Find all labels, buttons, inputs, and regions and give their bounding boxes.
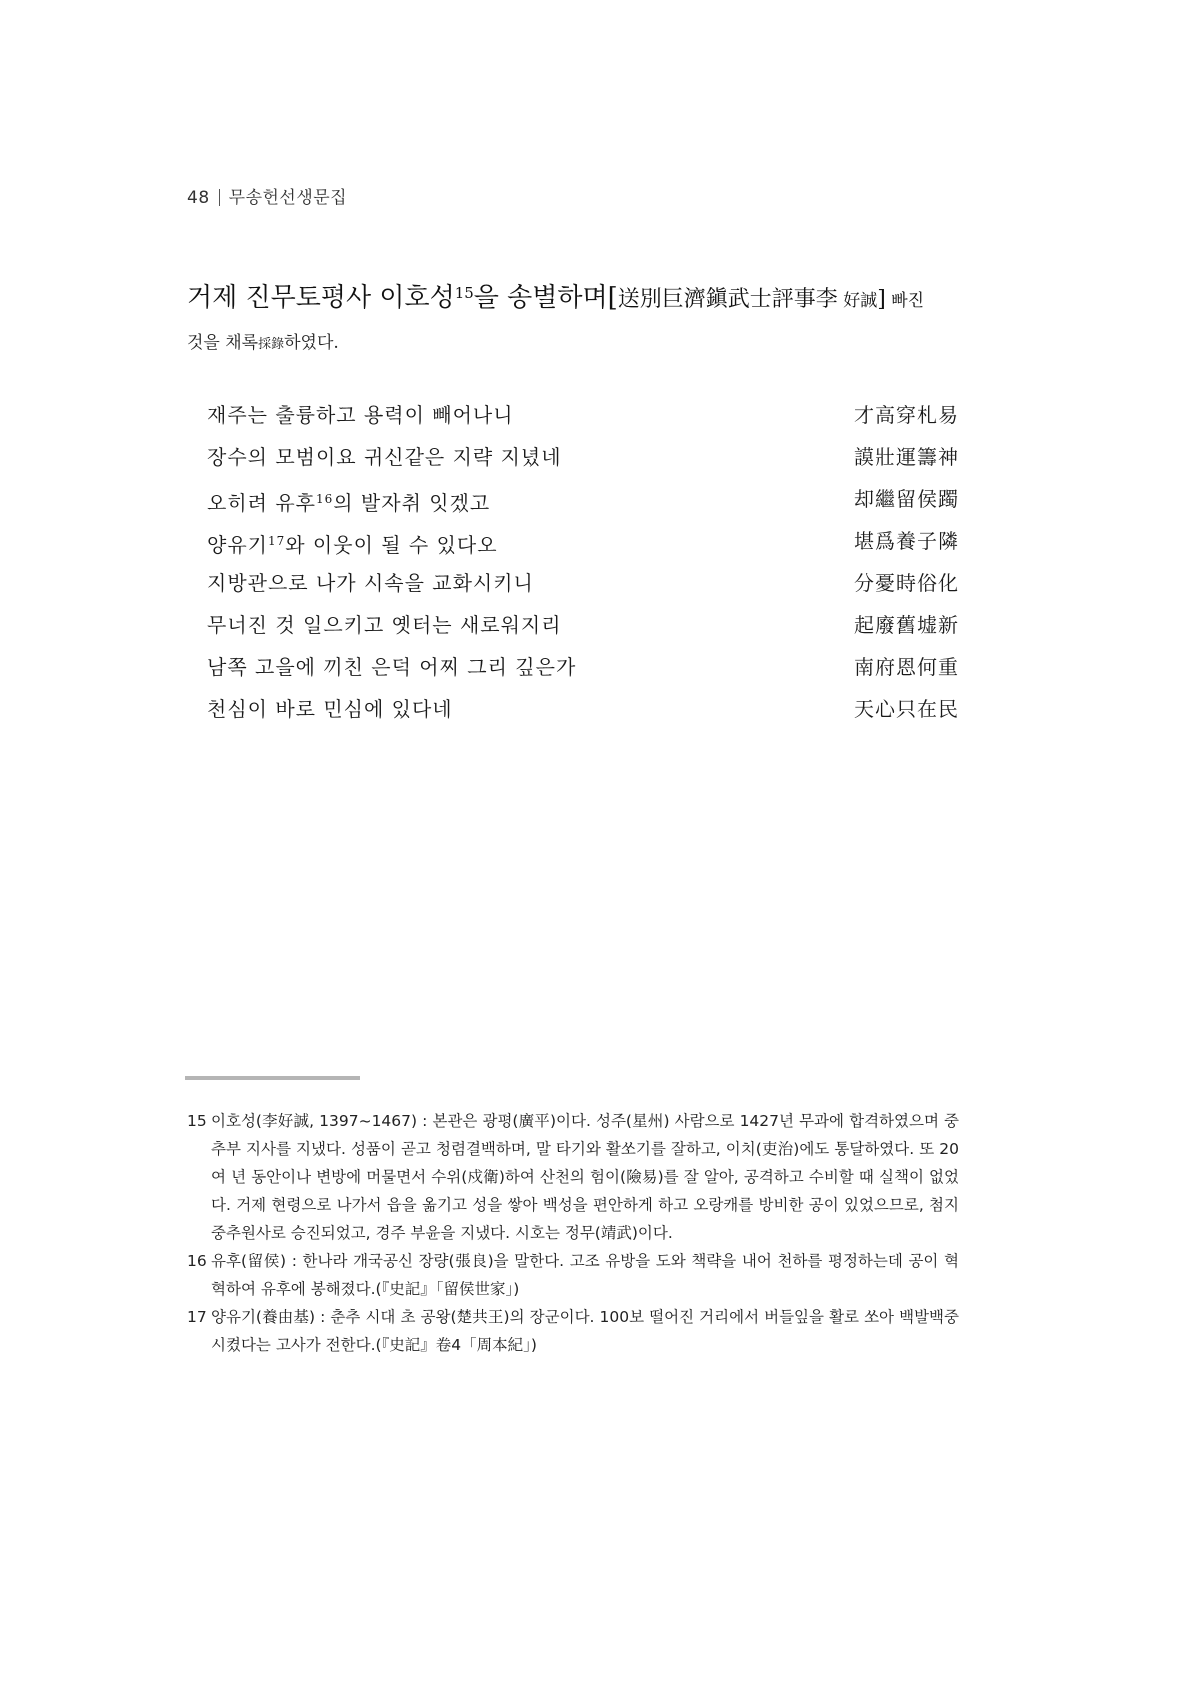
poem-line-text: 지방관으로 나가 시속을 교화시키니 [207,571,534,595]
running-head [187,183,347,208]
footnote-number: 15 [187,1112,207,1130]
poem-line [207,526,959,568]
poem-line-text: 무너진 것 일으키고 옛터는 새로워지리 [207,613,562,637]
poem-line-korean [207,526,498,560]
title-hanja: 送別巨濟鎭武士評事李 [617,287,838,312]
title-main: 거제 진무토평사 이호성 [187,283,455,313]
footnote-number: 17 [187,1308,207,1326]
poem-line [207,568,959,610]
title-line2-suffix: 하였다. [284,333,339,353]
poem-line-korean [207,400,514,430]
poem-line-hanja: 才高穿札易 [854,403,959,427]
poem-line-hanja: 天心只在民 [854,697,959,721]
poem-line-text: 천심이 바로 민심에 있다네 [207,697,453,721]
footnote-ref-15[interactable]: 15 [454,284,474,302]
title-close-bracket: ] [877,287,886,312]
poem-line-text-cont: 의 발자취 잇겠고 [333,491,491,515]
poem-line-text: 재주는 출륭하고 용력이 빼어나니 [207,403,514,427]
poem-body [207,400,959,736]
page-number: 48 [187,188,210,208]
book-title: 무송헌선생문집 [228,188,348,208]
footnote-15 [187,1107,959,1247]
footnote-number: 16 [187,1252,207,1270]
poem-line [207,652,959,694]
header-divider [219,189,220,206]
poem-line-hanja: 南府恩何重 [854,655,959,679]
poem-line [207,442,959,484]
title-continuation [187,328,339,353]
title-line2-hanja: 採錄 [258,337,285,352]
poem-line-text-cont: 와 이웃이 될 수 있다오 [285,533,498,557]
footnote-text: 양유기(養由基) : 춘추 시대 초 공왕(楚共王)의 장군이다. 100보 떨어진 거리에서 버들잎을 활로 쏘아 백발백중시켰다는 고사가 전한다.(『史記』卷4「周本紀」) [211,1308,959,1354]
poem-line [207,610,959,652]
poem-line-text: 장수의 모범이요 귀신같은 지략 지녔네 [207,445,562,469]
footnote-ref-16[interactable]: 16 [315,492,334,506]
poem-line-korean [207,568,534,598]
footnote-text: 이호성(李好誠, 1397~1467) : 본관은 광평(廣平)이다. 성주(星州) 사람으로 1427년 무과에 합격하였으며 중추부 지사를 지냈다. 성품이 곧고 청렴결백하며, 말 타기와 활쏘기를 잘하고, 이치(吏治)에도 통달하였다. 또 20여 년 동안이나 변방에 머물면서 수위(戍衛)하여 산천의 험이(險易)를 잘 알아, 공격하고 수비할 때 실책이 없었다. 거제 현령으로 나가서 읍을 옮기고 성을 쌓아 백성을 편안하게 하고 오랑캐를 방비한 공이 있었으므로, 첨지중추원사로 승진되었고, 경주 부윤을 지냈다. 시호는 정무(靖武)이다. [211,1112,959,1242]
title-line2-prefix: 것을 채록 [187,333,259,353]
poem-line-korean [207,694,453,724]
footnote-text: 유후(留侯) : 한나라 개국공신 장량(張良)을 말한다. 고조 유방을 도와 책략을 내어 천하를 평정하는데 공이 혁혁하여 유후에 봉해졌다.(『史記』「留侯世家」) [211,1252,959,1298]
poem-line-korean [207,484,490,518]
title-name-hanja: 好誠 [837,291,878,311]
poem-line-hanja: 起廢舊墟新 [854,613,959,637]
poem-line-hanja: 謨壯運籌神 [854,445,959,469]
poem-line-hanja: 却繼留侯躅 [854,487,959,511]
poem-line [207,400,959,442]
footnote-divider [185,1076,360,1080]
poem-line-text: 오히려 유후 [207,491,316,515]
title-tail: 빠진 [885,291,925,311]
poem-line [207,484,959,526]
poem-line-korean [207,442,562,472]
poem-line-hanja: 分憂時俗化 [854,571,959,595]
poem-line-korean [207,610,562,640]
footnote-ref-17[interactable]: 17 [267,534,286,548]
footnote-17 [187,1303,959,1359]
title-after-ref: 을 송별하며[ [473,283,618,313]
poem-line-hanja: 堪爲養子隣 [854,529,959,553]
poem-line-text: 남쪽 고을에 끼친 은덕 어찌 그리 깊은가 [207,655,577,679]
footnote-16 [187,1247,959,1303]
poem-line-text: 양유기 [207,533,268,557]
poem-title [187,278,957,316]
poem-line-korean [207,652,576,682]
poem-line [207,694,959,736]
footnotes [187,1107,959,1359]
